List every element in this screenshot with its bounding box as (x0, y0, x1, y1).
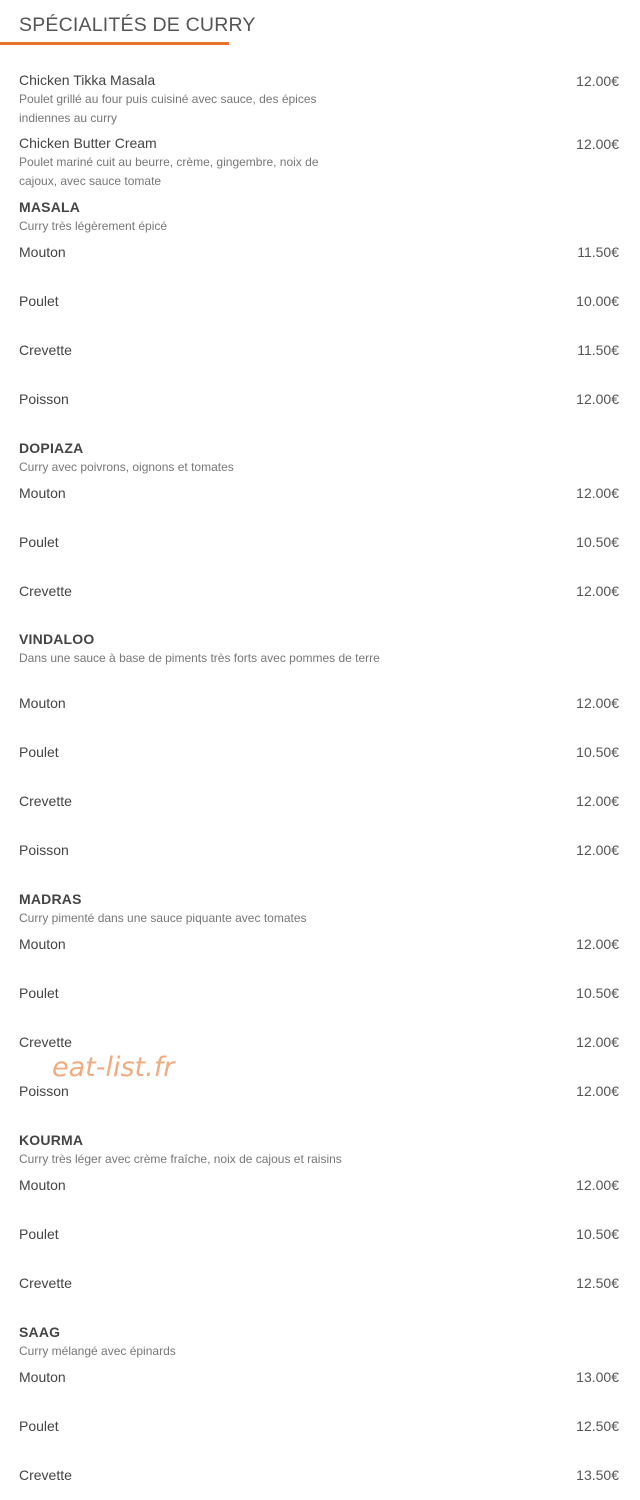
section-title: MASALA (19, 199, 81, 215)
section-title: KOURMA (19, 1132, 84, 1148)
variant-price: 13.50€ (576, 1467, 619, 1483)
section-description: Curry pimenté dans une sauce piquante avec tomates (19, 911, 307, 925)
variant-name: Poulet (19, 1226, 59, 1242)
menu-item-description: Poulet grillé au four puis cuisiné avec sauce, des épices indiennes au curry (19, 92, 317, 125)
variant-price: 12.00€ (576, 1034, 619, 1050)
variant-price: 10.50€ (576, 534, 619, 550)
variant-name: Poulet (19, 985, 59, 1001)
variant-name: Mouton (19, 244, 66, 260)
variant-name: Poulet (19, 744, 59, 760)
variant-price: 10.50€ (576, 744, 619, 760)
section-title: DOPIAZA (19, 440, 84, 456)
variant-price: 12.00€ (576, 485, 619, 501)
variant-price: 13.00€ (576, 1369, 619, 1385)
variant-price: 12.00€ (576, 842, 619, 858)
variant-price: 10.50€ (576, 1226, 619, 1242)
menu-item-description: Poulet mariné cuit au beurre, crème, gingembre, noix de cajoux, avec sauce tomate (19, 155, 319, 188)
variant-name: Crevette (19, 342, 72, 358)
variant-name: Mouton (19, 695, 66, 711)
variant-price: 12.50€ (576, 1418, 619, 1434)
variant-price: 12.00€ (576, 391, 619, 407)
menu-item-name: Chicken Butter Cream (19, 135, 157, 151)
section-description: Dans une sauce à base de piments très forts avec pommes de terre (19, 651, 380, 665)
watermark: eat-list.fr (52, 1052, 175, 1083)
variant-name: Crevette (19, 1275, 72, 1291)
variant-name: Poisson (19, 842, 69, 858)
section-description: Curry très légèrement épicé (19, 219, 168, 233)
variant-name: Poulet (19, 534, 59, 550)
variant-price: 10.50€ (576, 985, 619, 1001)
section-title: MADRAS (19, 891, 82, 907)
variant-price: 12.00€ (576, 936, 619, 952)
variant-name: Poulet (19, 1418, 59, 1434)
variant-name: Crevette (19, 583, 72, 599)
variant-name: Mouton (19, 936, 66, 952)
page-title: SPÉCIALITÉS DE CURRY (19, 14, 256, 36)
variant-name: Poisson (19, 391, 69, 407)
variant-name: Poisson (19, 1083, 69, 1099)
section-title: SAAG (19, 1324, 61, 1340)
section-description: Curry mélangé avec épinards (19, 1344, 176, 1358)
page-header (0, 0, 640, 50)
variant-name: Crevette (19, 1467, 72, 1483)
variant-price: 11.50€ (577, 244, 619, 260)
section-description: Curry très léger avec crème fraîche, noix de cajous et raisins (19, 1152, 342, 1166)
variant-name: Poulet (19, 293, 59, 309)
variant-price: 12.00€ (576, 583, 619, 599)
variant-price: 12.50€ (576, 1275, 619, 1291)
menu-item-price: 12.00€ (576, 73, 619, 89)
variant-name: Mouton (19, 485, 66, 501)
variant-name: Crevette (19, 1034, 72, 1050)
variant-name: Crevette (19, 793, 72, 809)
variant-price: 12.00€ (576, 1177, 619, 1193)
variant-name: Mouton (19, 1369, 66, 1385)
section-title: VINDALOO (19, 631, 95, 647)
menu-item-name: Chicken Tikka Masala (19, 72, 156, 88)
variant-price: 12.00€ (576, 1083, 619, 1099)
variant-name: Mouton (19, 1177, 66, 1193)
menu-item-price: 12.00€ (576, 136, 619, 152)
variant-price: 12.00€ (576, 793, 619, 809)
variant-price: 11.50€ (577, 342, 619, 358)
variant-price: 10.00€ (576, 293, 619, 309)
section-description: Curry avec poivrons, oignons et tomates (19, 460, 234, 474)
title-underline (0, 42, 229, 45)
variant-price: 12.00€ (576, 695, 619, 711)
